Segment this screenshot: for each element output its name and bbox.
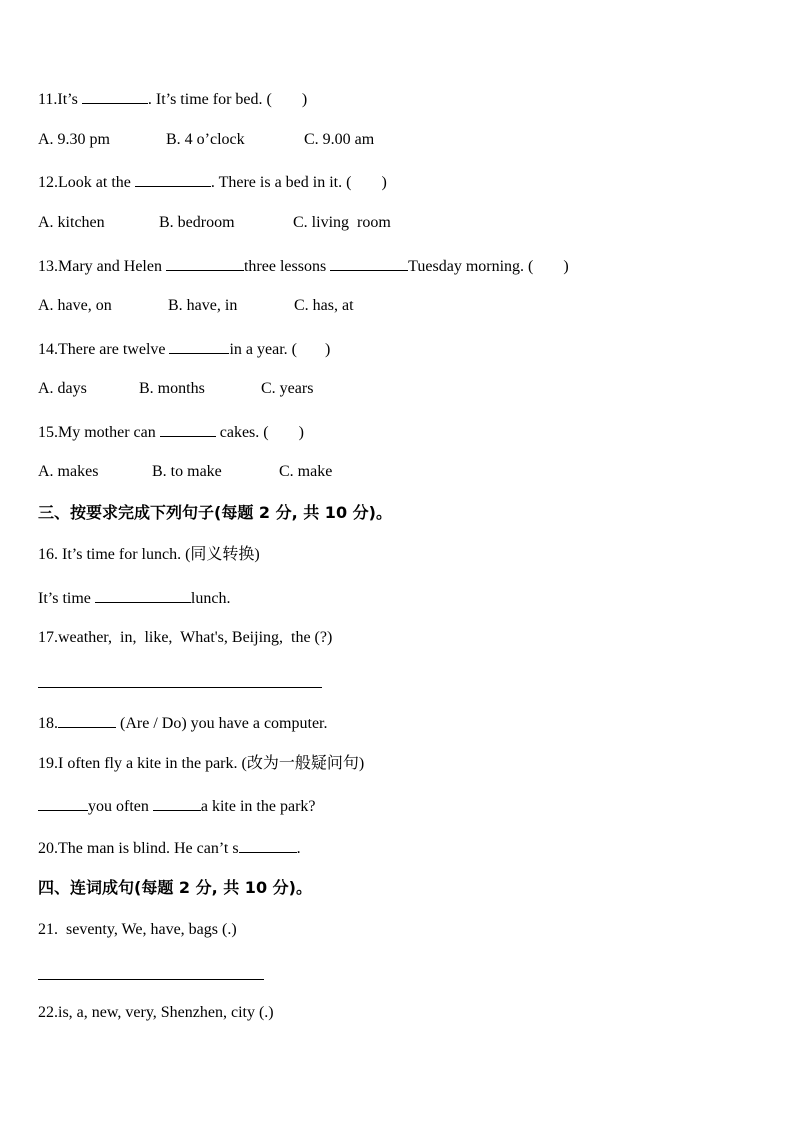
question-15-options — [38, 462, 738, 542]
answer-text: It’s time — [38, 590, 95, 607]
answer-text-end: a kite in the park? — [200, 798, 316, 815]
question-22: 22.is, a, new, very, Shenzhen, city (.) — [38, 1004, 274, 1021]
answer-text-end: lunch. — [190, 590, 231, 607]
question-19: 19.I often fly a kite in the park. (改为一般疑问句) — [38, 755, 365, 772]
paren-close: ) — [381, 174, 387, 191]
blank[interactable] — [239, 837, 297, 853]
blank[interactable] — [169, 338, 229, 354]
option-c[interactable]: C. years — [261, 380, 314, 397]
option-b[interactable]: B. have, in — [168, 297, 238, 314]
option-c[interactable]: C. living room — [293, 214, 391, 231]
blank[interactable] — [82, 88, 148, 104]
question-11-text-end: . It’s time for bed. ( — [147, 91, 272, 108]
question-11 — [38, 88, 307, 110]
question-16: 16. It’s time for lunch. (同义转换) — [38, 546, 260, 563]
question-13-text-mid: three lessons — [243, 258, 331, 275]
question-12-options — [38, 213, 738, 293]
option-a[interactable]: A. days — [38, 380, 87, 397]
question-14-text-end: in a year. ( — [229, 341, 298, 358]
blank[interactable] — [153, 795, 201, 811]
option-a[interactable]: A. have, on — [38, 297, 112, 314]
paren-close: ) — [563, 258, 569, 275]
answer-line[interactable] — [38, 687, 322, 688]
blank[interactable] — [38, 795, 88, 811]
question-11-text: 11.It’s — [38, 91, 82, 108]
option-b[interactable]: B. to make — [152, 463, 222, 480]
question-20-text-end: . — [296, 840, 301, 857]
question-18 — [38, 712, 327, 734]
question-16-answer — [38, 587, 230, 609]
question-14-text: 14.There are twelve — [38, 341, 170, 358]
option-a[interactable]: A. kitchen — [38, 214, 105, 231]
question-19-answer — [38, 795, 316, 817]
paren-close: ) — [325, 341, 331, 358]
option-a[interactable]: A. 9.30 pm — [38, 131, 110, 148]
question-20-text: 20.The man is blind. He can’t s — [38, 840, 239, 857]
question-15 — [38, 421, 304, 443]
blank[interactable] — [135, 171, 211, 187]
question-20 — [38, 837, 301, 859]
question-13-options — [38, 296, 738, 376]
question-11-options — [38, 130, 738, 210]
answer-line[interactable] — [38, 979, 264, 980]
question-15-text: 15.My mother can — [38, 424, 160, 441]
question-13 — [38, 255, 569, 277]
question-18-text: (Are / Do) you have a computer. — [116, 715, 328, 732]
paren-close: ) — [301, 91, 308, 108]
blank[interactable] — [58, 712, 116, 728]
question-14-options — [38, 379, 738, 459]
option-a[interactable]: A. makes — [38, 463, 99, 480]
option-b[interactable]: B. months — [139, 380, 205, 397]
section-3-heading: 三、按要求完成下列句子(每题 2 分, 共 10 分)。 — [38, 503, 392, 522]
question-12 — [38, 171, 387, 193]
paren-close: ) — [298, 424, 304, 441]
question-21: 21. seventy, We, have, bags (.) — [38, 921, 237, 938]
blank[interactable] — [330, 255, 408, 271]
blank[interactable] — [95, 587, 191, 603]
question-13-text: 13.Mary and Helen — [38, 258, 166, 275]
question-17: 17.weather, in, like, What's, Beijing, the (?) — [38, 629, 333, 646]
option-b[interactable]: B. bedroom — [159, 214, 235, 231]
question-12-text-end: . There is a bed in it. ( — [210, 174, 352, 191]
option-c[interactable]: C. 9.00 am — [304, 131, 375, 148]
section-4-heading: 四、连词成句(每题 2 分, 共 10 分)。 — [38, 878, 312, 897]
answer-text: you often — [88, 798, 153, 815]
question-14 — [38, 338, 330, 360]
blank[interactable] — [166, 255, 244, 271]
question-12-text: 12.Look at the — [38, 174, 135, 191]
question-15-text-end: cakes. ( — [215, 424, 269, 441]
option-c[interactable]: C. has, at — [294, 297, 354, 314]
option-b[interactable]: B. 4 o’clock — [166, 131, 245, 148]
option-c[interactable]: C. make — [279, 463, 333, 480]
question-number: 18. — [38, 715, 58, 732]
question-13-text-end: Tuesday morning. ( — [408, 258, 534, 275]
blank[interactable] — [160, 421, 216, 437]
